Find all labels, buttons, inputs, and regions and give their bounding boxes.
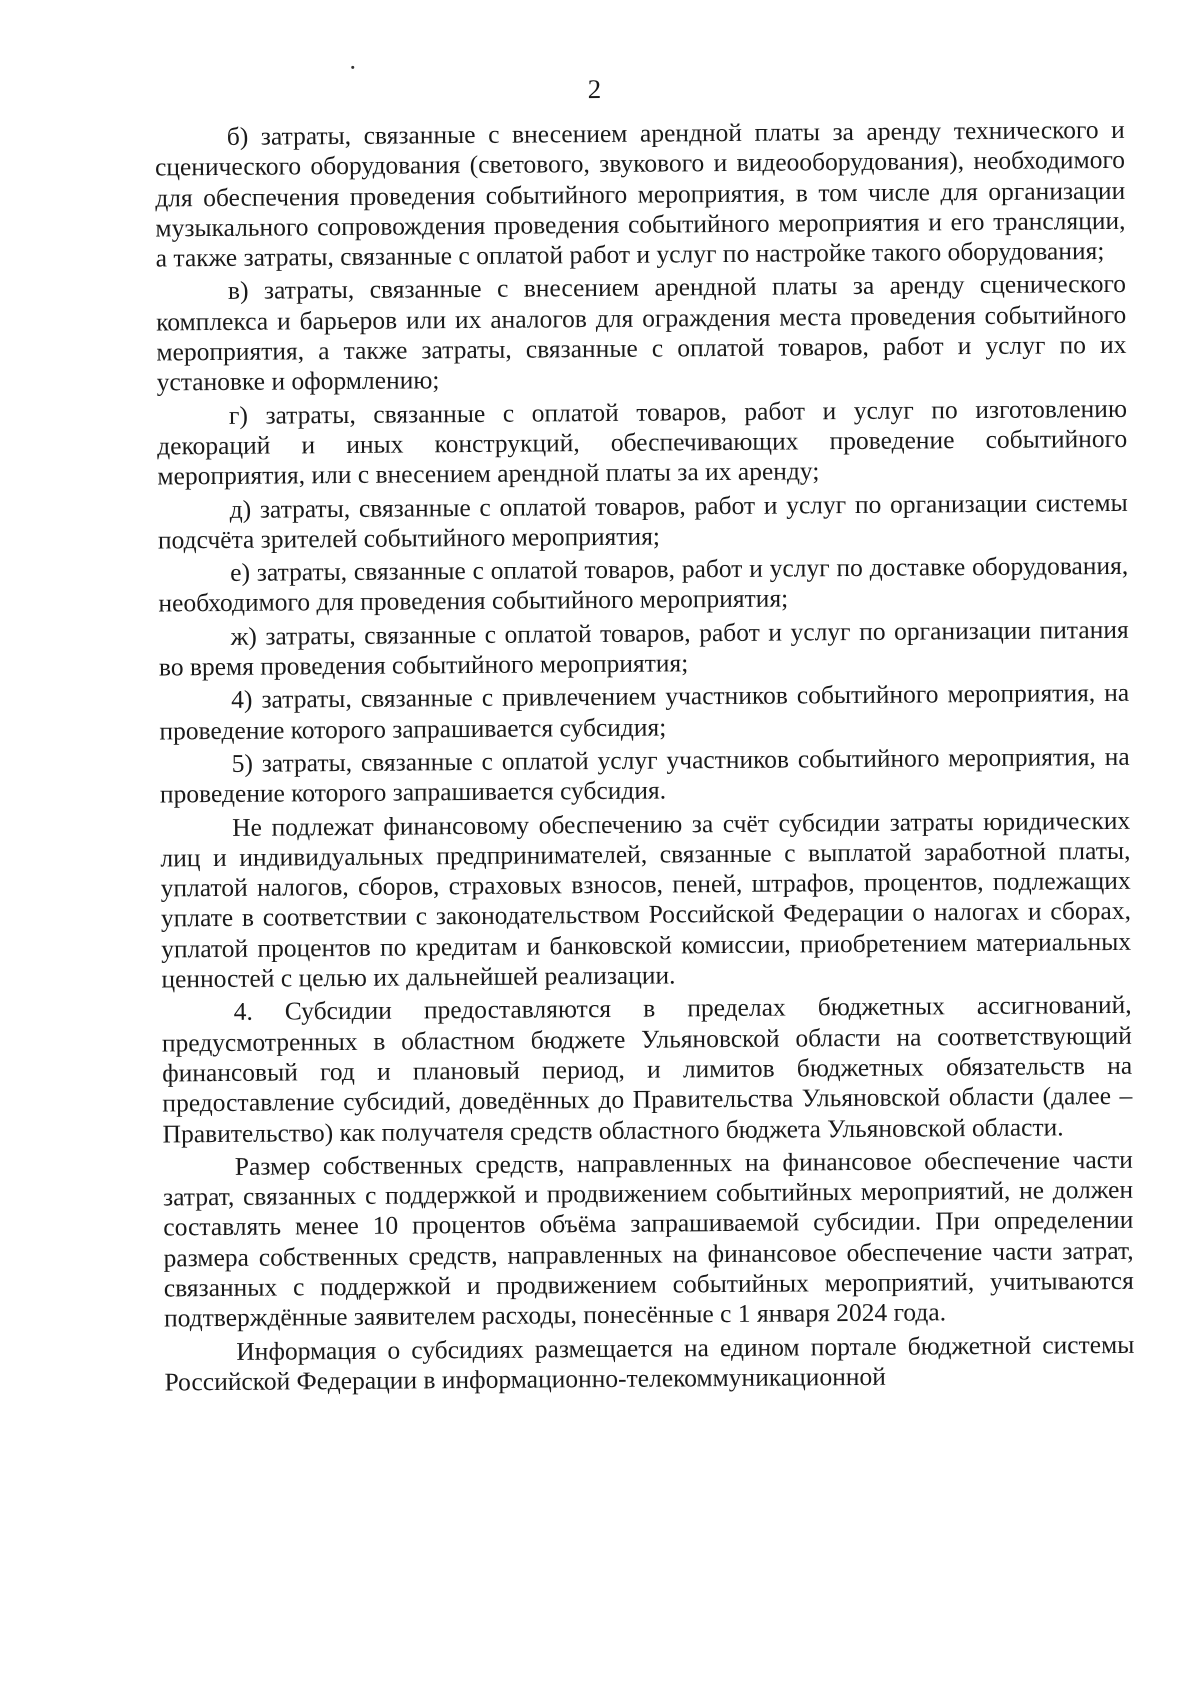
paragraph-section-4: 4. Субсидии предоставляются в пределах бюджетных ассигнований, предусмотренных в областном бюджете Ульяновской области на соответствующий финансовый год и плановый период, и лимитов бюджетных обязательств на предоставление субсидий, доведённых до Правительства Ульяновской области (далее – Правительство) как получателя средств областного бюджета Ульяновской области. — [161, 990, 1133, 1148]
paragraph-item-v: в) затраты, связанные с внесением арендной платы за аренду сценического комплекса и барьеров или их аналогов для ограждения места проведения событийного мероприятия, а также затраты, связанные с оплатой товаров, работ и услуг по их установке и оформлению; — [156, 269, 1127, 397]
paragraph-item-b: б) затраты, связанные с внесением арендной платы за аренду технического и сценического оборудования (светового, звукового и видеооборудования), необходимого для обеспечения проведения событийного мероприятия, в том числе для организации музыкального сопровождения проведения событийного мероприятия и его трансляции, а также затраты, связанные с оплатой работ и услуг по настройке такого оборудования; — [154, 114, 1126, 273]
paragraph-item-g: г) затраты, связанные с оплатой товаров, работ и услуг по изготовлению декораций и иных конструкций, обеспечивающих проведение событийного мероприятия, или с внесением арендной платы за их аренду; — [157, 393, 1128, 491]
paragraph-item-5: 5) затраты, связанные с оплатой услуг участников событийного мероприятия, на проведение которого запрашивается субсидия. — [159, 741, 1130, 809]
paragraph-item-e: е) затраты, связанные с оплатой товаров, работ и услуг по доставке оборудования, необходимого для проведения событийного мероприятия; — [158, 551, 1129, 618]
paragraph-excluded-costs: Не подлежат финансовому обеспечению за счёт субсидии затраты юридических лиц и индивидуальных предпринимателей, связанные с выплатой заработной платы, уплатой налогов, сборов, страховых взносов, пеней, штрафов, процентов, подлежащих уплате в соответствии с законодательством Российской Федерации о налогах и сборах, уплатой процентов по кредитам и банковской комиссии, приобретением материальных ценностей с целью их дальнейшей реализации. — [160, 805, 1132, 994]
page-number: 2 — [587, 73, 602, 105]
paragraph-own-funds: Размер собственных средств, направленных на финансовое обеспечение части затрат, связанных с поддержкой и продвижением событийных мероприятий, не должен составлять менее 10 процентов объёма запрашиваемой субсидии. При определении размера собственных средств, направленных на финансовое обеспечение части затрат, связанных с поддержкой и продвижением событийных мероприятий, учитываются подтверждённые заявителем расходы, понесённые с 1 января 2024 года. — [162, 1144, 1134, 1333]
document-body — [155, 115, 1135, 1401]
scan-speck — [351, 66, 354, 69]
paragraph-subsidy-info: Информация о субсидиях размещается на едином портале бюджетной системы Российской Федерации в информационно-телекоммуникационной — [164, 1329, 1135, 1397]
paragraph-item-4: 4) затраты, связанные с привлечением участников событийного мероприятия, на проведение которого запрашивается субсидия; — [159, 678, 1130, 746]
paragraph-item-d: д) затраты, связанные с оплатой товаров, работ и услуг по организации системы подсчёта зрителей событийного мероприятия; — [157, 487, 1128, 555]
paragraph-item-zh: ж) затраты, связанные с оплатой товаров, работ и услуг по организации питания во время проведения событийного мероприятия; — [158, 614, 1129, 682]
